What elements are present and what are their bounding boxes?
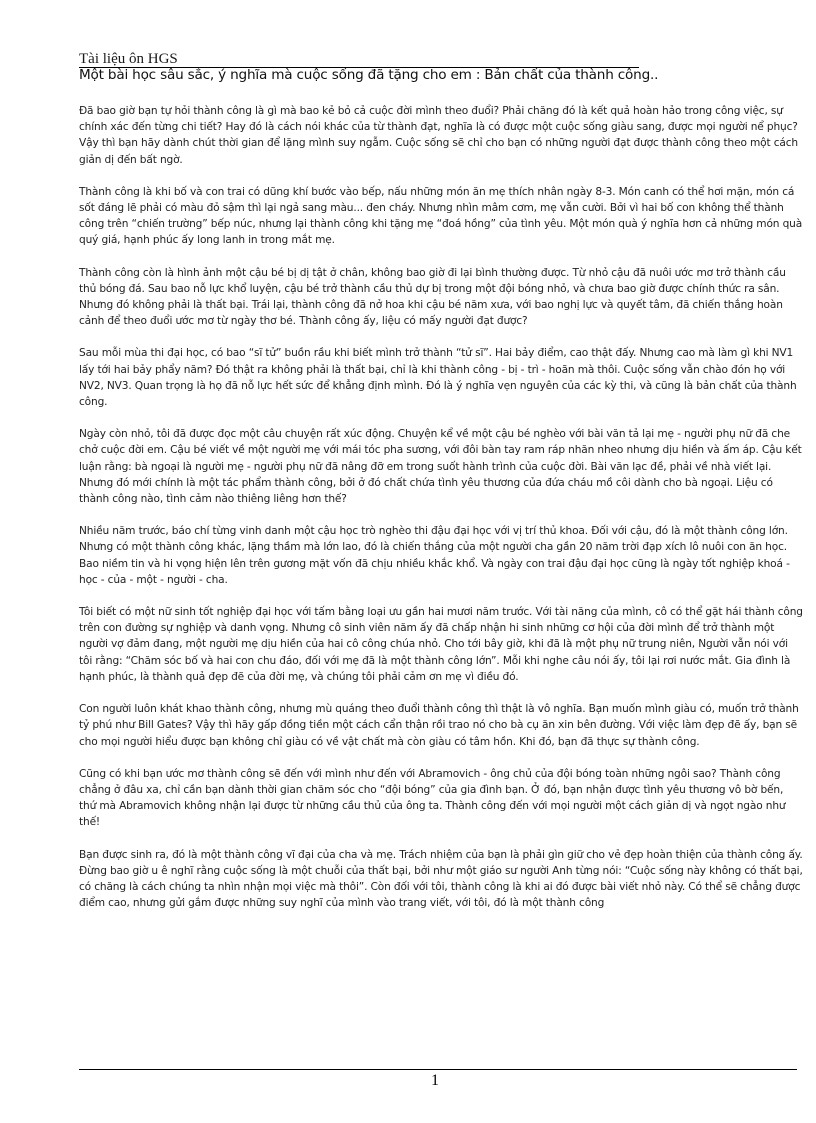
paragraph: Nhiều năm trước, báo chí từng vinh danh một cậu học trò nghèo thi đậu đại học với vị trí thủ khoa. Đối với cậu, đó là một thành công lớn. Nhưng có một thành công khác, lặng thầm mà lớn lao, đó là chiến thắng của một người cha gần 20 năm trời đạp xích lô nuôi con ăn học. Bao niềm tin và hi vọng hiện lên trên gương mặt vốn đã chịu nhiều khắc khổ. Và ngày con trai đậu đại học cũng là ngày tốt nghiệp khoá - học - của - một - người - cha.: [79, 525, 790, 586]
paragraph: Bạn được sinh ra, đó là một thành công vĩ đại của cha và mẹ. Trách nhiệm của bạn là phải gìn giữ cho vẻ đẹp hoàn thiện của thành công ấy. Đừng bao giờ u ê nghĩ rằng cuộc sống là một chuỗi của thất bại, bởi như một giáo sư người Anh từng nói: “Cuộc sống này không có thất bại, có chăng là cách chúng ta nhìn nhận mọi việc mà thôi”. Còn đối với tôi, thành công là khi ai đó được bài viết nhỏ này. Có thể sẽ chẳng được điểm cao, nhưng gửi gắm được những suy nghĩ của mình vào trang viết, với tôi, đó là một thành công: [79, 848, 803, 910]
paragraph: Con người luôn khát khao thành công, nhưng mù quáng theo đuổi thành công thì thật là vô nghĩa. Bạn muốn mình giàu có, muốn trở thành tỷ phú như Bill Gates? Vậy thì hãy gấp đồng tiền một cách cẩn thận rồi trao nó cho bà cụ ăn xin bên đường. Với việc làm đẹp đẽ ấy, bạn sẽ cho mọi người hiểu được bạn không chỉ giàu có về vật chất mà còn giàu có tâm hồn. Khi đó, bạn đã thực sự thành công.: [79, 703, 799, 748]
document-source-header: Tài liệu ôn HGS: [79, 52, 639, 68]
paragraph: Ngày còn nhỏ, tôi đã được đọc một câu chuyện rất xúc động. Chuyện kể về một cậu bé nghèo với bài văn tả lại mẹ - người phụ nữ đã che chở cuộc đời em. Cậu bé viết về một người mẹ với mái tóc pha sương, với đôi bàn tay ram ráp nhăn nheo nhưng dịu hiền và ấm áp. Cậu kết luận rằng: bà ngoại là người mẹ - người phụ nữ đã nâng đỡ em trong suốt hành trình của cuộc đời. Bài văn lạc đề, phải về nhà viết lại. Nhưng đó mới chính là một tác phẩm thành công, bởi ở đó chất chứa tình yêu thương của đứa cháu mồ côi dành cho bà ngoại. Liệu có thành công nào, tình cảm nào thiêng liêng hơn thế?: [79, 428, 802, 506]
footer-divider: [79, 1069, 797, 1070]
paragraph: Tôi biết có một nữ sinh tốt nghiệp đại học với tấm bằng loại ưu gần hai mươi năm trước. Với tài năng của mình, cô có thể gặt hái thành công trên con đường sự nghiệp và danh vọng. Nhưng cô sinh viên năm ấy đã chấp nhận hi sinh những cơ hội của đời mình để trở thành một người vợ đảm đang, một người mẹ dịu hiền của hai cô công chúa nhỏ. Cho tới bây giờ, khi đã là một phụ nữ trung niên, Người vẫn nói với tôi rằng: “Chăm sóc bố và hai con chu đáo, đối với mẹ đã là một thành công lớn”. Mỗi khi nghe câu nói ấy, tôi lại rơi nước mắt. Gia đình là hạnh phúc, là thành quả đẹp đẽ của đời mẹ, và chúng tôi phải cảm ơn mẹ vì điều đó.: [79, 606, 803, 683]
paragraph: Đã bao giờ bạn tự hỏi thành công là gì mà bao kẻ bỏ cả cuộc đời mình theo đuổi? Phải chăng đó là kết quả hoàn hảo trong công việc, sự chính xác đến từng chi tiết? Hay đó là cách nói khác của từ thành đạt, nghĩa là có được một cuộc sống giàu sang, được mọi người nể phục? Vậy thì bạn hãy dành chút thời gian để lặng mình suy ngẫm. Cuộc sống sẽ chỉ cho bạn có những người đạt được thành công theo một cách giản dị đến bất ngờ.: [79, 105, 798, 166]
document-body: [79, 103, 803, 927]
paragraph: Thành công còn là hình ảnh một cậu bé bị dị tật ở chân, không bao giờ đi lại bình thường được. Từ nhỏ cậu đã nuôi ước mơ trở thành cầu thủ bóng đá. Sau bao nỗ lực khổ luyện, cậu bé trở thành cầu thủ dự bị trong một đội bóng nhỏ, và chưa bao giờ được chính thức ra sân. Nhưng đó không phải là thất bại. Trái lại, thành công đã nở hoa khi cậu bé năm xưa, với bao nghị lực và quyết tâm, đã chiến thắng hoàn cảnh để theo đuổi ước mơ từ ngày thơ bé. Thành công ấy, liệu có mấy người đạt được?: [79, 266, 786, 328]
paragraph: Thành công là khi bố và con trai có dũng khí bước vào bếp, nấu những món ăn mẹ thích nhân ngày 8-3. Món canh có thể hơi mặn, món cá sốt đáng lẽ phải có màu đỏ sậm thì lại ngả sang màu... đen cháy. Nhưng nhìn mâm cơm, mẹ vẫn cười. Bởi vì hai bố con không thể thành công trên “chiến trường” bếp núc, nhưng lại thành công khi tặng mẹ “đoá hồng” của tình yêu. Một món quà ý nghĩa hơn cả những món quà quý giá, hạnh phúc ấy long lanh in trong mắt mẹ.: [79, 185, 803, 247]
document-title: Một bài học sâu sắc, ý nghĩa mà cuộc sống đã tặng cho em : Bản chất của thành công..: [79, 67, 659, 83]
paragraph: Sau mỗi mùa thi đại học, có bao “sĩ tử” buồn rầu khi biết mình trở thành “tử sĩ”. Hai bảy điểm, cao thật đấy. Nhưng cao mà làm gì khi NV1 lấy tới hai bảy phẩy năm? Đó thật ra không phải là thất bại, chỉ là khi thành công - bị - trì - hoãn mà thôi. Cuộc sống vẫn chào đón họ với NV2, NV3. Quan trọng là họ đã nỗ lực hết sức để khẳng định mình. Đó là ý nghĩa vẹn nguyên của các kỳ thi, và cũng là bản chất của thành công.: [79, 347, 797, 409]
paragraph: Cũng có khi bạn ước mơ thành công sẽ đến với mình như đến với Abramovich - ông chủ của đội bóng toàn những ngôi sao? Thành công chẳng ở đâu xa, chỉ cần bạn dành thời gian chăm sóc cho “đội bóng” của gia đình bạn. Ở đó, bạn nhận được tình yêu thương vô bờ bến, thứ mà Abramovich không nhận lại được từ những cầu thủ của ông ta. Thành công đến với mọi người một cách giản dị và ngọt ngào như thế!: [79, 767, 786, 829]
page-number: 1: [431, 1072, 439, 1089]
